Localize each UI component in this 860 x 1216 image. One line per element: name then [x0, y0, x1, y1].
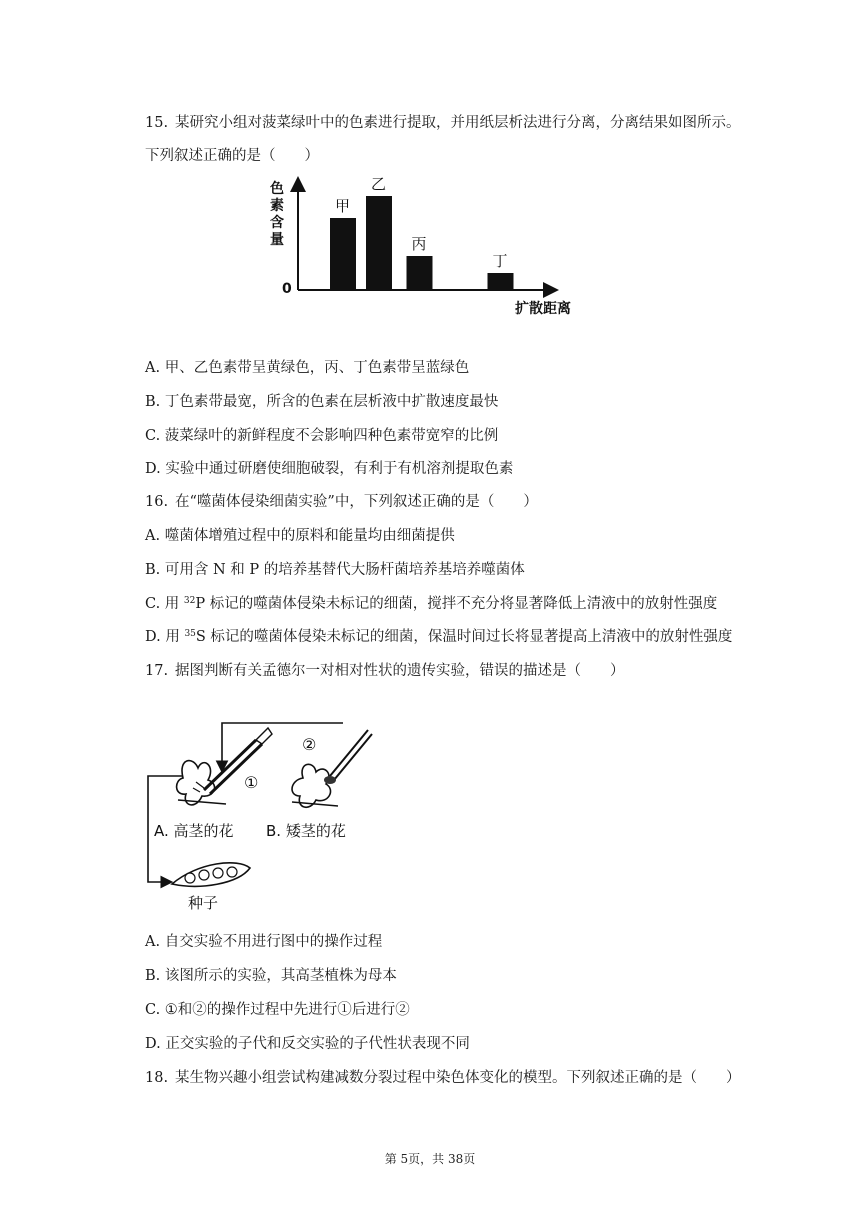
caption-a: A. 高茎的花: [154, 822, 234, 840]
y-axis-label-4: 量: [270, 232, 284, 248]
pea-pod-seeds-icon: [172, 863, 250, 886]
y-axis-label-3: 含: [270, 215, 284, 231]
q15-option-c: C. 菠菜绿叶的新鲜程度不会影响四种色素带宽窄的比例: [145, 428, 499, 444]
step-2-label: ②: [302, 735, 317, 754]
q17-stem: 17. 据图判断有关孟德尔一对相对性状的遗传实验，错误的描述是（ ）: [145, 663, 625, 679]
q17-option-c: C. ①和②的操作过程中先进行①后进行②: [145, 1002, 410, 1018]
caption-b: B. 矮茎的花: [266, 822, 346, 840]
q15-number: 15.: [145, 115, 169, 131]
q16-option-d: D. 用 $^{35}$S 标记的噬菌体侵染未标记的细菌，保温时间过长将显著提高上清液中的放射性强度: [145, 629, 733, 645]
bar-label-2: 乙: [371, 175, 387, 193]
q17-number: 17.: [145, 663, 169, 679]
q16-option-c: C. 用 $^{32}$P 标记的噬菌体侵染未标记的细菌，搅拌不充分将显著降低上清液中的放射性强度: [145, 596, 718, 612]
q18-stem: 18. 某生物兴趣小组尝试构建减数分裂过程中染色体变化的模型。下列叙述正确的是（ ）: [145, 1070, 741, 1086]
q17-option-a: A. 自交实验不用进行图中的操作过程: [145, 934, 383, 950]
short-stem-flower-icon: [292, 764, 338, 807]
bar-label-4: 丁: [492, 252, 508, 270]
q16-number: 16.: [145, 494, 169, 510]
bar-label-3: 丙: [411, 235, 427, 253]
q17-pollination-figure: [138, 718, 378, 918]
bar-1: [330, 218, 356, 290]
origin-label: 0: [282, 281, 292, 297]
x-axis-label: 扩散距离: [515, 301, 571, 317]
brush-2-icon: [324, 730, 372, 784]
q16-option-a: A. 噬菌体增殖过程中的原料和能量均由细菌提供: [145, 528, 455, 544]
bar-3: [407, 256, 433, 290]
tall-stem-flower-icon: [177, 761, 226, 805]
step-1-label: ①: [244, 773, 259, 792]
q15-stem-line2: 下列叙述正确的是（ ）: [145, 148, 319, 164]
q17-option-b: B. 该图所示的实验，其高茎植株为母本: [145, 968, 397, 984]
q15-option-a: A. 甲、乙色素带呈黄绿色，丙、丁色素带呈蓝绿色: [145, 360, 470, 376]
page-footer: 第 5页，共 38页: [384, 1152, 476, 1166]
bar-2: [366, 196, 392, 290]
caption-seed: 种子: [188, 894, 219, 912]
q16-stem: 16. 在“噬菌体侵染细菌实验”中，下列叙述正确的是（ ）: [145, 494, 538, 510]
q15-stem-line1: 15. 某研究小组对菠菜绿叶中的色素进行提取，并用纸层析法进行分离，分离结果如图所示。: [145, 115, 741, 131]
q15-option-d: D. 实验中通过研磨使细胞破裂，有利于有机溶剂提取色素: [145, 461, 514, 477]
q15-bar-chart: [260, 168, 600, 320]
q18-number: 18.: [145, 1070, 169, 1086]
y-axis-label-2: 素: [270, 198, 284, 214]
bar-4: [488, 273, 514, 290]
q15-option-b: B. 丁色素带最宽，所含的色素在层析液中扩散速度最快: [145, 394, 499, 410]
y-axis-label-1: 色: [270, 181, 284, 197]
q17-option-d: D. 正交实验的子代和反交实验的子代性状表现不同: [145, 1036, 470, 1052]
bar-label-1: 甲: [335, 197, 351, 215]
q16-option-b: B. 可用含 N 和 P 的培养基替代大肠杆菌培养基培养噬菌体: [145, 562, 525, 578]
